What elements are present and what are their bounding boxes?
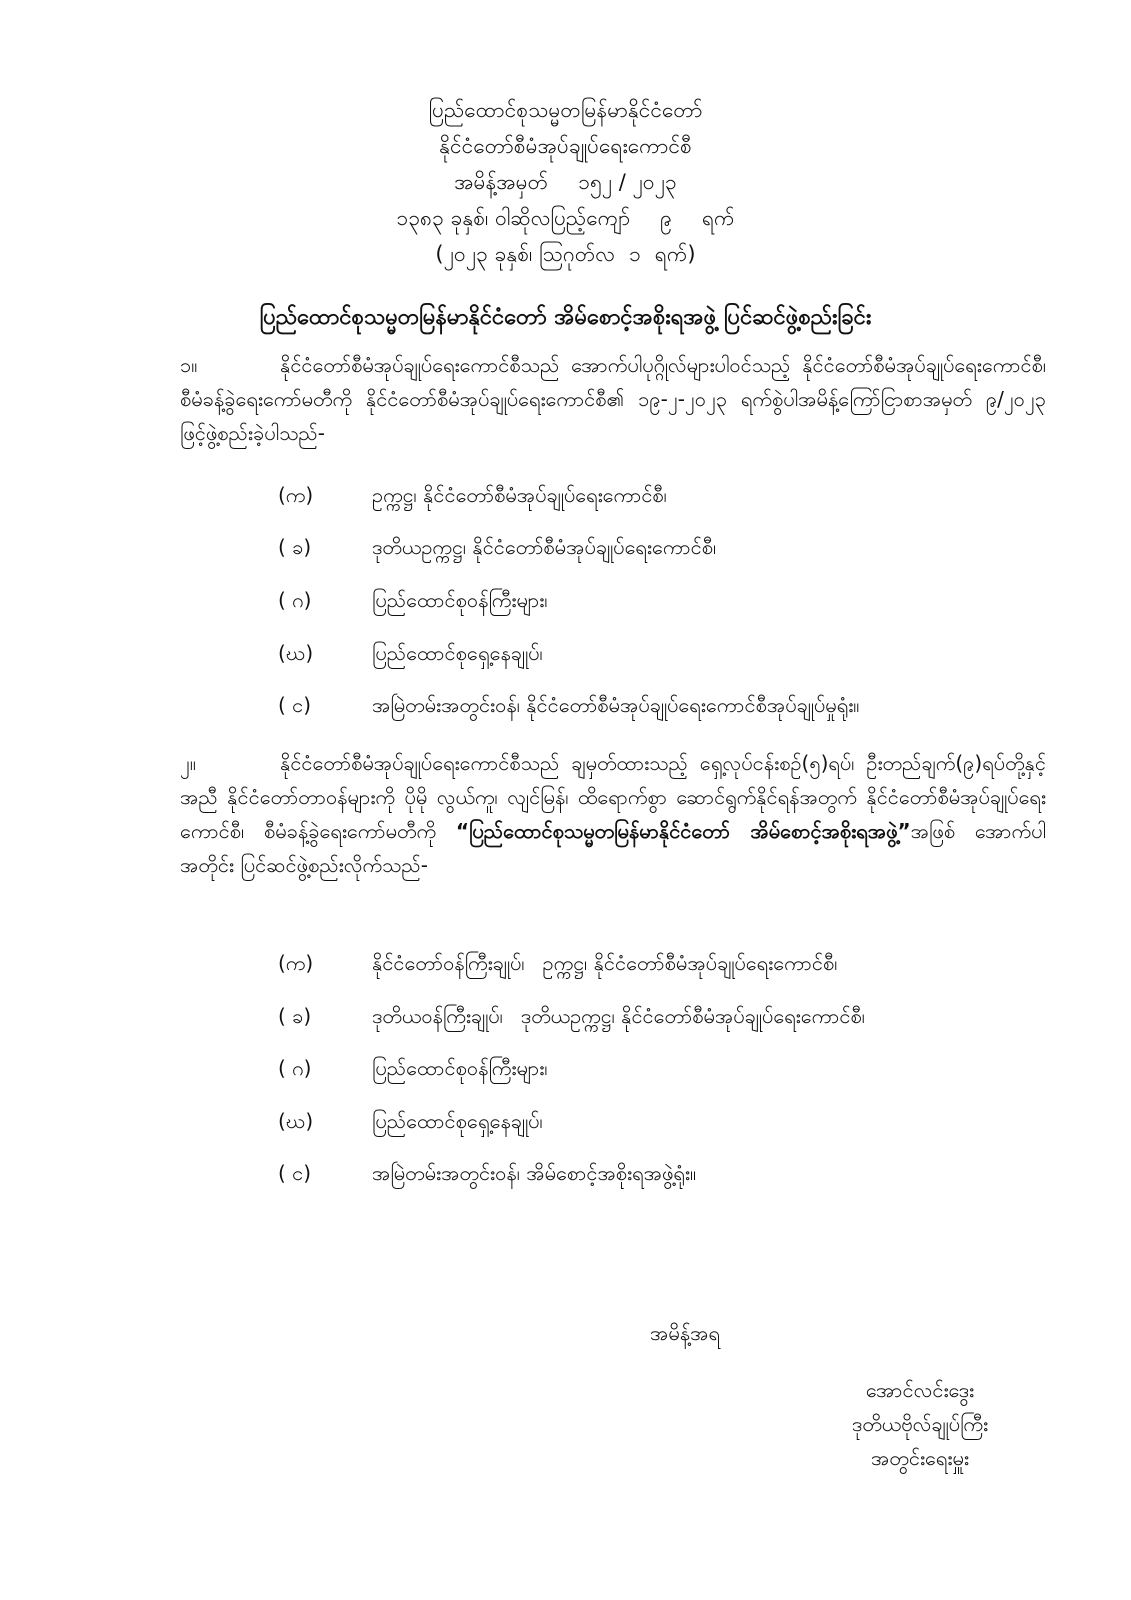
para1-item-5 xyxy=(0,692,1131,722)
item-text: ပြည်ထောင်စုရှေ့နေချုပ်၊ xyxy=(372,641,543,665)
item-role: ဒုတိယဝန်ကြီးချုပ်၊ xyxy=(372,1004,503,1028)
item-text: ဥက္ကဋ္ဌ၊ နိုင်ငံတော်စီမံအုပ်ချုပ်ရေးကောင်စီ၊ xyxy=(372,483,667,507)
myanmar-date-day: ၉ xyxy=(660,206,672,230)
item-text xyxy=(372,1003,865,1033)
item-mark: ( ဂ) xyxy=(278,1056,312,1080)
item-text xyxy=(372,950,837,980)
item-mark: ( ခ) xyxy=(278,1004,312,1028)
para1-item-2 xyxy=(0,534,1131,564)
item-mark: (ဃ) xyxy=(278,1109,314,1133)
item-mark: ( င) xyxy=(278,693,312,717)
signature-block xyxy=(820,1373,1020,1475)
item-mark: ( ခ) xyxy=(278,535,312,559)
item-text: အမြဲတမ်းအတွင်းဝန်၊ အိမ်စောင့်အစိုးရအဖွဲ့ရုံး။ xyxy=(372,1161,697,1185)
item-position: ဒုတိယဥက္ကဋ္ဌ၊ နိုင်ငံတော်စီမံအုပ်ချုပ်ရေးကောင်စီ၊ xyxy=(520,1004,865,1028)
gregorian-date-day: ၁ xyxy=(628,242,641,266)
para2-item-1 xyxy=(0,950,1131,980)
para2-item-3 xyxy=(0,1055,1131,1085)
paragraph-2 xyxy=(180,746,1046,882)
gregorian-date-line xyxy=(0,236,1131,272)
paragraph-1 xyxy=(180,348,1046,450)
para1-item-3 xyxy=(0,587,1131,617)
myanmar-date-year: ၁၃၈၃ ခုနှစ်၊ ဝါဆိုလပြည့်ကျော် xyxy=(396,206,631,230)
item-text: ပြည်ထောင်စုဝန်ကြီးများ၊ xyxy=(372,588,548,612)
item-role: နိုင်ငံတော်ဝန်ကြီးချုပ်၊ xyxy=(372,951,525,975)
myanmar-date-suffix: ရက် xyxy=(701,206,735,230)
council-name: နိုင်ငံတော်စီမံအုပ်ချုပ်ရေးကောင်စီ xyxy=(439,134,692,158)
order-number: ၁၅၂ / ၂၀၂၃ xyxy=(578,170,677,194)
para2-item-5 xyxy=(0,1160,1131,1190)
item-mark: ( ဂ) xyxy=(278,588,312,612)
item-text: ပြည်ထောင်စုရှေ့နေချုပ်၊ xyxy=(372,1109,543,1133)
item-text: အမြဲတမ်းအတွင်းဝန်၊ နိုင်ငံတော်စီမံအုပ်ချုပ်ရေးကောင်စီအုပ်ချုပ်မှုရုံး။ xyxy=(372,693,860,717)
signatory-rank: ဒုတိယဗိုလ်ချုပ်ကြီး xyxy=(851,1412,989,1436)
signatory-position: အတွင်းရေးမှူး xyxy=(871,1446,969,1470)
item-mark: ( င) xyxy=(278,1161,312,1185)
item-mark: (က) xyxy=(278,951,314,975)
document-title: ပြည်ထောင်စုသမ္မတမြန်မာနိုင်ငံတော် အိမ်စောင့်အစိုးရအဖွဲ့ ပြင်ဆင်ဖွဲ့စည်းခြင်း xyxy=(259,305,872,330)
gregorian-date-open: (၂၀၂၃ ခုနှစ်၊ ဩဂုတ်လ xyxy=(435,242,615,266)
para1-item-1 xyxy=(0,482,1131,512)
paragraph-1-number: ၁။ xyxy=(180,353,198,377)
item-text: ပြည်ထောင်စုဝန်ကြီးများ၊ xyxy=(372,1056,548,1080)
paragraph-2-text-end: အဖြစ် အောက်ပါအတိုင်း ပြင်ဆင်ဖွဲ့စည်းလိုက်သည်- xyxy=(180,819,1046,877)
paragraph-2-number: ၂။ xyxy=(180,751,196,775)
myanmar-date-line xyxy=(0,200,1131,236)
gregorian-date-close: ရက်) xyxy=(654,242,696,266)
state-name: ပြည်ထောင်စုသမ္မတမြန်မာနိုင်ငံတော် xyxy=(428,98,703,122)
order-number-line xyxy=(0,164,1131,200)
paragraph-1-text: နိုင်ငံတော်စီမံအုပ်ချုပ်ရေးကောင်စီသည် အောက်ပါပုဂ္ဂိုလ်များပါဝင်သည့် နိုင်ငံတော်စီမံအုပ်ချုပ်ရေးကောင်စီ၊ စီမံခန့်ခွဲရေးကော်မတီကို နိုင်ငံတော်စီမံအုပ်ချုပ်ရေးကောင်စီ၏ ၁၉-၂-၂၀၂၃ ရက်စွဲပါအမိန့်ကြော်ငြာစာအမှတ် ၉/၂၀၂၃ ဖြင့်ဖွဲ့စည်းခဲ့ပါသည်- xyxy=(180,353,1046,445)
order-label: အမိန့်အမှတ် xyxy=(454,170,549,194)
paragraph-2-text: နိုင်ငံတော်စီမံအုပ်ချုပ်ရေးကောင်စီသည် ချမှတ်ထားသည့် ရှေ့လုပ်ငန်းစဉ်(၅)ရပ်၊ ဦးတည်ချက်(၉)ရပ်တို့နှင့်အညီ နိုင်ငံတော်တာဝန်များကို ပိုမို လွယ်ကူ၊ လျင်မြန်၊ ထိရောက်စွာ ဆောင်ရွက်နိုင်ရန်အတွက် နိုင်ငံတော်စီမံအုပ်ချုပ်ရေးကောင်စီ၊ စီမံခန့်ခွဲရေးကော်မတီကို xyxy=(180,751,1046,843)
para2-item-2 xyxy=(0,1003,1131,1033)
document-header xyxy=(0,92,1131,272)
para1-item-4 xyxy=(0,640,1131,670)
item-mark: (က) xyxy=(278,483,314,507)
item-text: ဒုတိယဥက္ကဋ္ဌ၊ နိုင်ငံတော်စီမံအုပ်ချုပ်ရေးကောင်စီ၊ xyxy=(372,535,717,559)
government-name-emphasis: “ပြည်ထောင်စုသမ္မတမြန်မာနိုင်ငံတော် အိမ်စောင့်အစိုးရအဖွဲ့” xyxy=(455,819,911,843)
item-position: ဥက္ကဋ္ဌ၊ နိုင်ငံတော်စီမံအုပ်ချုပ်ရေးကောင်စီ၊ xyxy=(542,951,838,975)
para2-item-4 xyxy=(0,1108,1131,1138)
signatory-name: အောင်လင်းဒွေး xyxy=(865,1378,975,1402)
by-order-label: အမိန့်အရ xyxy=(650,1321,720,1345)
item-mark: (ဃ) xyxy=(278,641,314,665)
